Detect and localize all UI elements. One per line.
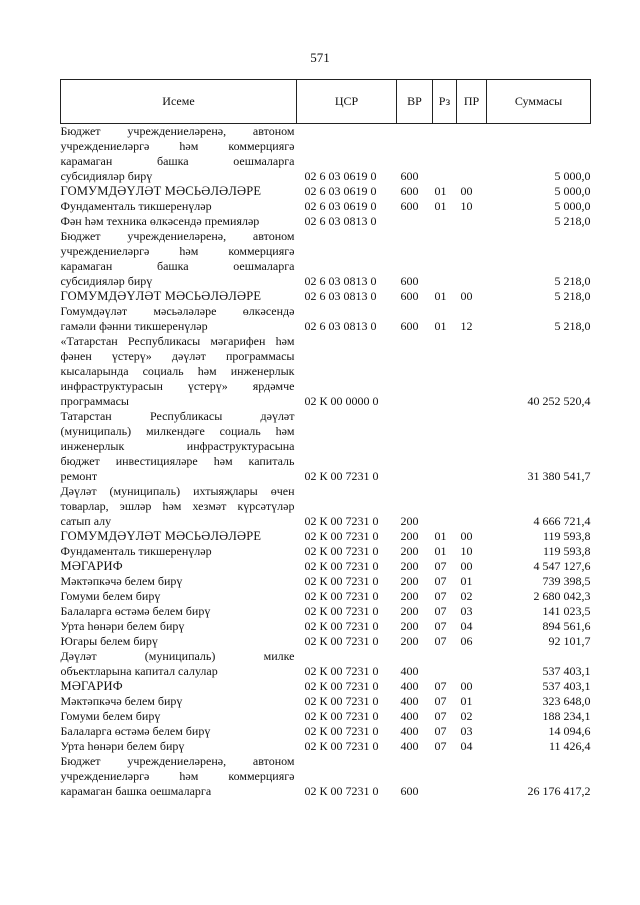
row-name-line: Балаларга өстәмә белем бирү xyxy=(60,604,211,618)
row-vr: 600 xyxy=(400,184,419,198)
row-vr xyxy=(397,214,433,229)
row-name xyxy=(61,649,297,679)
row-name-line: Бюджет учреждениеләренә, автоном xyxy=(60,124,295,138)
row-vr: 200 xyxy=(400,619,419,633)
row-vr: 200 xyxy=(400,574,419,588)
row-vr: 200 xyxy=(400,634,419,648)
row-name xyxy=(61,334,297,409)
table-row xyxy=(61,289,591,304)
row-name-line: (муниципаль) милкендәге социаль һәм xyxy=(60,424,295,438)
row-csr: 02 6 03 0619 0 xyxy=(304,199,377,213)
row-name-line: программасы xyxy=(60,394,129,408)
row-csr: 02 К 00 7231 0 xyxy=(304,604,379,618)
row-csr: 02 6 03 0813 0 xyxy=(304,319,377,333)
table-row xyxy=(61,619,591,634)
table-row xyxy=(61,559,591,574)
row-rz: 07 xyxy=(434,634,447,648)
header-name: Исеме xyxy=(61,80,297,124)
row-name xyxy=(61,409,297,484)
table-row xyxy=(61,484,591,529)
row-name-line: ГОМУМДӘҮЛӘТ МӘСЬӘЛӘЛӘРЕ xyxy=(60,184,262,198)
row-name-line: субсидияләр бирү xyxy=(60,274,153,288)
table-row xyxy=(61,184,591,199)
header-csr: ЦСР xyxy=(297,80,397,124)
row-vr xyxy=(397,334,433,409)
row-pr: 03 xyxy=(460,604,473,618)
row-name-line: учреждениеләргә һәм коммерциягә xyxy=(60,244,295,258)
row-vr: 600 xyxy=(400,319,419,333)
row-csr: 02 6 03 0813 0 xyxy=(304,289,377,303)
row-name-line: Фән һәм техника өлкәсендә премияләр xyxy=(60,214,260,228)
row-csr: 02 К 00 7231 0 xyxy=(304,784,379,798)
table-row xyxy=(61,529,591,544)
row-rz: 07 xyxy=(434,619,447,633)
row-sum: 188 234,1 xyxy=(542,709,591,723)
row-vr: 600 xyxy=(400,199,419,213)
row-name xyxy=(61,124,297,185)
row-rz: 07 xyxy=(434,739,447,753)
row-vr: 600 xyxy=(400,289,419,303)
row-sum: 5 218,0 xyxy=(554,319,591,333)
row-csr: 02 К 00 7231 0 xyxy=(304,589,379,603)
row-vr xyxy=(397,409,433,484)
row-csr: 02 К 00 0000 0 xyxy=(304,394,379,408)
row-csr: 02 К 00 7231 0 xyxy=(304,679,379,693)
row-name xyxy=(61,184,297,199)
row-rz: 01 xyxy=(434,529,447,543)
row-sum: 5 000,0 xyxy=(554,184,591,198)
row-name-line: Дәүләт (муниципаль) ихтыяҗлары өчен xyxy=(60,484,295,498)
row-rz xyxy=(433,214,457,229)
row-rz xyxy=(433,649,457,679)
header-rz: Рз xyxy=(433,80,457,124)
row-csr: 02 К 00 7231 0 xyxy=(304,664,379,678)
row-sum: 5 000,0 xyxy=(554,199,591,213)
row-name xyxy=(61,574,297,589)
row-pr: 12 xyxy=(460,319,473,333)
row-name-line: ГОМУМДӘҮЛӘТ МӘСЬӘЛӘЛӘРЕ xyxy=(60,529,262,543)
row-pr: 00 xyxy=(460,679,473,693)
table-row xyxy=(61,199,591,214)
row-sum: 2 680 042,3 xyxy=(533,589,591,603)
row-vr: 600 xyxy=(400,784,419,798)
row-rz: 07 xyxy=(434,589,447,603)
row-pr: 00 xyxy=(460,184,473,198)
row-pr xyxy=(457,649,487,679)
row-rz: 07 xyxy=(434,559,447,573)
row-rz: 07 xyxy=(434,724,447,738)
row-name-line: товарлар, эшләр һәм хезмәт күрсәтүләр xyxy=(60,499,295,513)
row-rz: 01 xyxy=(434,544,447,558)
row-vr: 200 xyxy=(400,589,419,603)
table-row xyxy=(61,679,591,694)
row-pr xyxy=(457,124,487,185)
row-rz: 07 xyxy=(434,679,447,693)
row-csr: 02 К 00 7231 0 xyxy=(304,739,379,753)
row-sum: 119 593,8 xyxy=(542,544,591,558)
row-pr: 01 xyxy=(460,574,473,588)
row-name-line: Фундаменталь тикшеренүләр xyxy=(60,199,212,213)
table-row xyxy=(61,709,591,724)
row-pr xyxy=(457,754,487,799)
row-pr xyxy=(457,214,487,229)
row-name-line: Бюджет учреждениеләренә, автоном xyxy=(60,229,295,243)
row-name-line: кысаларында социаль һәм инженерлык xyxy=(60,364,295,378)
row-pr: 04 xyxy=(460,619,473,633)
row-csr: 02 К 00 7231 0 xyxy=(304,619,379,633)
table-row xyxy=(61,649,591,679)
row-name-line: учреждениеләргә һәм коммерциягә xyxy=(60,769,295,783)
row-name-line: объектларына капитал салулар xyxy=(60,664,218,678)
table-row xyxy=(61,214,591,229)
row-rz: 01 xyxy=(434,184,447,198)
row-sum: 14 094,6 xyxy=(548,724,591,738)
row-pr: 00 xyxy=(460,559,473,573)
row-name xyxy=(61,724,297,739)
row-pr: 02 xyxy=(460,589,473,603)
row-name-line: субсидияләр бирү xyxy=(60,169,153,183)
table-row xyxy=(61,604,591,619)
row-pr xyxy=(457,334,487,409)
row-csr: 02 6 03 0619 0 xyxy=(304,169,377,183)
row-name-line: карамаган башка оешмаларга xyxy=(60,259,295,273)
row-name xyxy=(61,709,297,724)
row-sum: 537 403,1 xyxy=(542,664,591,678)
row-pr xyxy=(457,484,487,529)
row-name-line: МӘГАРИФ xyxy=(60,559,123,573)
row-vr: 200 xyxy=(400,529,419,543)
row-name-line: «Татарстан Республикасы мәгарифен һәм xyxy=(60,334,295,348)
row-pr: 10 xyxy=(460,544,473,558)
row-vr: 400 xyxy=(400,739,419,753)
table-row xyxy=(61,574,591,589)
table-row xyxy=(61,544,591,559)
row-sum: 5 218,0 xyxy=(554,274,591,288)
row-vr: 600 xyxy=(400,169,419,183)
table-row xyxy=(61,124,591,185)
table-row xyxy=(61,334,591,409)
row-sum: 537 403,1 xyxy=(542,679,591,693)
row-name xyxy=(61,229,297,289)
row-rz: 01 xyxy=(434,289,447,303)
page-number: 571 xyxy=(310,50,330,65)
row-pr: 06 xyxy=(460,634,473,648)
row-vr: 400 xyxy=(400,724,419,738)
row-rz xyxy=(433,754,457,799)
row-name xyxy=(61,529,297,544)
row-sum: 141 023,5 xyxy=(542,604,591,618)
row-sum: 26 176 417,2 xyxy=(527,784,591,798)
table-row xyxy=(61,304,591,334)
table-row xyxy=(61,754,591,799)
row-sum: 739 398,5 xyxy=(542,574,591,588)
row-name-line: Бюджет учреждениеләренә, автоном xyxy=(60,754,295,768)
row-name-line: Мәктәпкәчә белем бирү xyxy=(60,574,183,588)
row-rz: 01 xyxy=(434,199,447,213)
row-name-line: Мәктәпкәчә белем бирү xyxy=(60,694,183,708)
table-row xyxy=(61,739,591,754)
row-pr: 01 xyxy=(460,694,473,708)
row-name-line: Урта һөнәри белем бирү xyxy=(60,619,185,633)
row-vr: 400 xyxy=(400,694,419,708)
header-pr: ПР xyxy=(457,80,487,124)
row-name-line: карамаган башка оешмаларга xyxy=(60,154,295,168)
row-name-line: Балаларга өстәмә белем бирү xyxy=(60,724,211,738)
row-name xyxy=(61,589,297,604)
row-name-line: Гомуми белем бирү xyxy=(60,589,161,603)
row-name-line: Гомумдәүләт мәсьәләләре өлкәсендә xyxy=(60,304,295,318)
row-rz: 01 xyxy=(434,319,447,333)
table-row xyxy=(61,724,591,739)
row-pr: 00 xyxy=(460,529,473,543)
row-vr: 200 xyxy=(400,559,419,573)
row-name xyxy=(61,544,297,559)
row-vr: 600 xyxy=(400,274,419,288)
table-row xyxy=(61,409,591,484)
row-csr: 02 К 00 7231 0 xyxy=(304,724,379,738)
row-name-line: инженерлык инфраструктурасына xyxy=(60,439,295,453)
row-vr: 400 xyxy=(400,709,419,723)
table-row xyxy=(61,229,591,289)
row-name-line: учреждениеләргә һәм коммерциягә xyxy=(60,139,295,153)
row-name-line: Дәүләт (муниципаль) милке xyxy=(60,649,295,663)
row-name-line: Гомуми белем бирү xyxy=(60,709,161,723)
row-pr: 10 xyxy=(460,199,473,213)
table-row xyxy=(61,589,591,604)
row-pr xyxy=(457,409,487,484)
row-sum: 92 101,7 xyxy=(548,634,591,648)
row-name-line: Фундаменталь тикшеренүләр xyxy=(60,544,212,558)
row-sum: 5 218,0 xyxy=(554,214,591,228)
row-name-line: карамаган башка оешмаларга xyxy=(60,784,212,798)
row-sum: 5 000,0 xyxy=(554,169,591,183)
row-name-line: Урта һөнәри белем бирү xyxy=(60,739,185,753)
row-csr: 02 К 00 7231 0 xyxy=(304,574,379,588)
row-name-line: гамәли фәнни тикшеренүләр xyxy=(60,319,208,333)
row-rz xyxy=(433,334,457,409)
row-vr: 400 xyxy=(400,679,419,693)
row-rz: 07 xyxy=(434,604,447,618)
row-rz: 07 xyxy=(434,574,447,588)
row-csr: 02 К 00 7231 0 xyxy=(304,529,379,543)
row-sum: 11 426,4 xyxy=(548,739,591,753)
row-name xyxy=(61,559,297,574)
row-name-line: сатып алу xyxy=(60,514,112,528)
row-name xyxy=(61,634,297,649)
row-vr: 400 xyxy=(400,664,419,678)
row-rz: 07 xyxy=(434,709,447,723)
row-csr: 02 6 03 0619 0 xyxy=(304,184,377,198)
header-vr: ВР xyxy=(397,80,433,124)
row-name xyxy=(61,214,297,229)
table-header-row xyxy=(61,80,591,124)
row-name xyxy=(61,199,297,214)
table-body xyxy=(61,124,591,800)
budget-table xyxy=(60,79,591,799)
row-sum: 40 252 520,4 xyxy=(527,394,591,408)
row-name-line: ремонт xyxy=(60,469,98,483)
row-pr: 00 xyxy=(460,289,473,303)
row-name-line: ГОМУМДӘҮЛӘТ МӘСЬӘЛӘЛӘРЕ xyxy=(60,289,262,303)
table-row xyxy=(61,634,591,649)
row-csr: 02 6 03 0813 0 xyxy=(304,274,377,288)
row-sum: 5 218,0 xyxy=(554,289,591,303)
row-csr: 02 К 00 7231 0 xyxy=(304,694,379,708)
row-csr: 02 К 00 7231 0 xyxy=(304,469,379,483)
row-sum: 894 561,6 xyxy=(542,619,591,633)
row-name-line: МӘГАРИФ xyxy=(60,679,123,693)
row-name-line: фәнен үстерү» дәүләт программасы xyxy=(60,349,295,363)
table-row xyxy=(61,694,591,709)
row-sum: 4 666 721,4 xyxy=(533,514,591,528)
row-rz: 07 xyxy=(434,694,447,708)
row-rz xyxy=(433,484,457,529)
row-csr: 02 6 03 0813 0 xyxy=(304,214,377,228)
row-vr: 200 xyxy=(400,514,419,528)
row-name xyxy=(61,604,297,619)
row-name xyxy=(61,484,297,529)
row-name xyxy=(61,619,297,634)
row-name xyxy=(61,304,297,334)
row-rz xyxy=(433,124,457,185)
row-sum: 323 648,0 xyxy=(542,694,591,708)
row-pr: 02 xyxy=(460,709,473,723)
row-name xyxy=(61,694,297,709)
row-pr xyxy=(457,229,487,289)
row-pr: 03 xyxy=(460,724,473,738)
row-csr: 02 К 00 7231 0 xyxy=(304,544,379,558)
row-vr: 200 xyxy=(400,544,419,558)
row-rz xyxy=(433,409,457,484)
row-name-line: инфраструктурасын үстерү» ярдәмче xyxy=(60,379,295,393)
row-vr: 200 xyxy=(400,604,419,618)
row-name-line: Татарстан Республикасы дәүләт xyxy=(60,409,295,423)
row-sum: 31 380 541,7 xyxy=(527,469,591,483)
row-csr: 02 К 00 7231 0 xyxy=(304,559,379,573)
row-name xyxy=(61,739,297,754)
row-csr: 02 К 00 7231 0 xyxy=(304,634,379,648)
row-name-line: Югары белем бирү xyxy=(60,634,158,648)
row-name xyxy=(61,679,297,694)
row-name-line: бюджет инвестицияләре һәм капиталь xyxy=(60,454,295,468)
row-pr: 04 xyxy=(460,739,473,753)
row-name xyxy=(61,754,297,799)
row-rz xyxy=(433,229,457,289)
row-name xyxy=(61,289,297,304)
row-csr: 02 К 00 7231 0 xyxy=(304,709,379,723)
row-sum: 119 593,8 xyxy=(542,529,591,543)
header-sum: Суммасы xyxy=(487,80,591,124)
row-csr: 02 К 00 7231 0 xyxy=(304,514,379,528)
row-sum: 4 547 127,6 xyxy=(533,559,591,573)
